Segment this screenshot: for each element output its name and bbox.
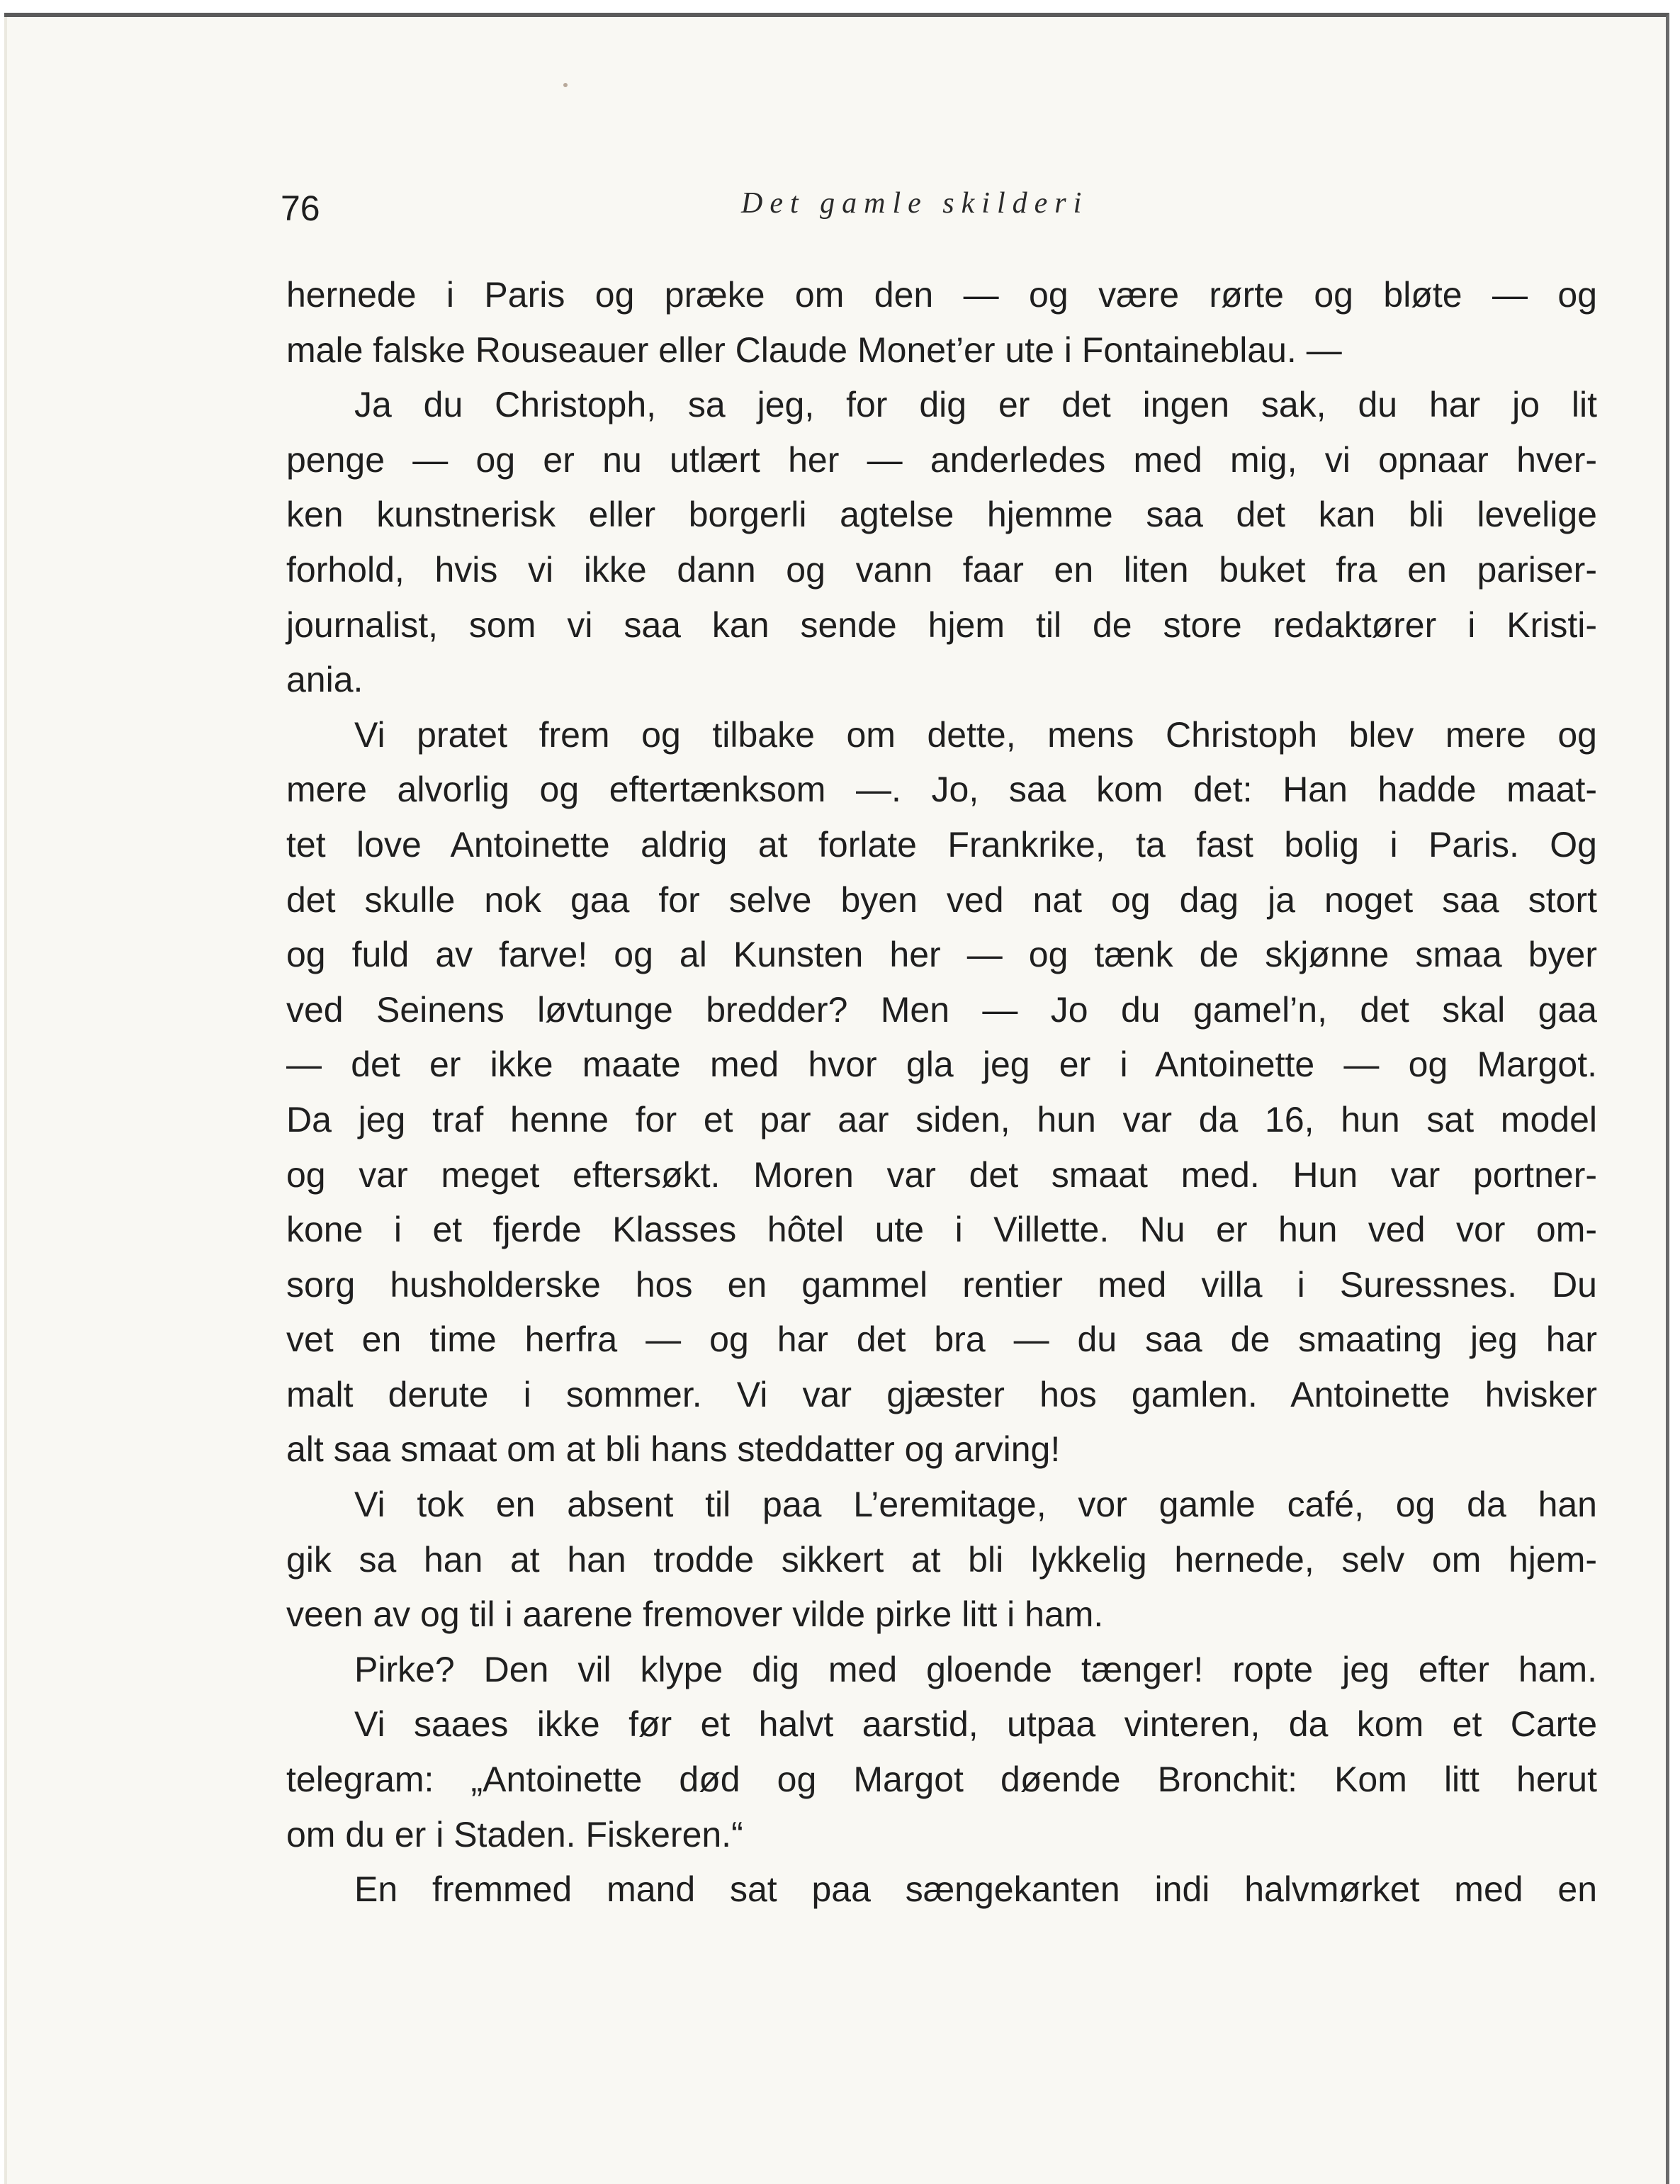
- text-line: forhold, hvis vi ikke dann og vann faar en liten buket fra en pariser-: [286, 549, 1597, 590]
- text-line: Vi saaes ikke før et halvt aarstid, utpaa vinteren, da kom et Carte: [354, 1704, 1597, 1745]
- page-header: [281, 181, 1599, 237]
- page-number: 76: [281, 188, 320, 228]
- text-line: journalist, som vi saa kan sende hjem til de store redaktører i Kristi-: [286, 604, 1597, 645]
- text-line: kone i et fjerde Klasses hôtel ute i Villette. Nu er hun ved vor om-: [286, 1210, 1597, 1250]
- text-line: En fremmed mand sat paa sængekanten indi halvmørket med en: [354, 1869, 1597, 1910]
- text-line: male falske Rouseauer eller Claude Monet’er ute i Fontaineblau. —: [286, 330, 1342, 370]
- text-line: Ja du Christoph, sa jeg, for dig er det ingen sak, du har jo lit: [354, 385, 1597, 425]
- text-line: og fuld av farve! og al Kunsten her — og tænk de skjønne smaa byer: [286, 935, 1597, 975]
- text-line: Da jeg traf henne for et par aar siden, hun var da 16, hun sat model: [286, 1099, 1597, 1139]
- text-line: vet en time herfra — og har det bra — du saa de smaating jeg har: [286, 1319, 1597, 1360]
- text-line: penge — og er nu utlært her — anderledes med mig, vi opnaar hver-: [286, 439, 1597, 480]
- text-line: tet love Antoinette aldrig at forlate Frankrike, ta fast bolig i Paris. Og: [286, 824, 1597, 865]
- running-title: Det gamle skilderi: [741, 187, 1089, 220]
- text-line: — det er ikke maate med hvor gla jeg er i Antoinette — og Margot.: [286, 1045, 1597, 1085]
- text-line: Vi tok en absent til paa L’eremitage, vor gamle café, og da han: [354, 1485, 1597, 1525]
- paper-speck: [563, 83, 568, 87]
- text-line: alt saa smaat om at bli hans steddatter og arving!: [286, 1429, 1061, 1470]
- page-edge: [4, 17, 7, 2184]
- text-line: mere alvorlig og eftertænksom —. Jo, saa kom det: Han hadde maat-: [286, 770, 1597, 810]
- text-line: ken kunstnerisk eller borgerli agtelse hjemme saa det kan bli levelige: [286, 495, 1597, 535]
- text-line: det skulle nok gaa for selve byen ved nat og dag ja noget saa stort: [286, 879, 1597, 920]
- text-line: veen av og til i aarene fremover vilde pirke litt i ham.: [286, 1594, 1104, 1635]
- text-line: ved Seinens løvtunge bredder? Men — Jo du gamel’n, det skal gaa: [286, 989, 1597, 1030]
- text-line: hernede i Paris og præke om den — og være rørte og bløte — og: [286, 275, 1597, 315]
- text-line: om du er i Staden. Fiskeren.“: [286, 1814, 743, 1854]
- text-line: Vi pratet frem og tilbake om dette, mens Christoph blev mere og: [354, 714, 1597, 755]
- text-line: og var meget eftersøkt. Moren var det smaat med. Hun var portner-: [286, 1154, 1597, 1195]
- text-line: ania.: [286, 660, 363, 700]
- body-text: [286, 268, 1597, 1918]
- text-line: gik sa han at han trodde sikkert at bli lykkelig hernede, selv om hjem-: [286, 1539, 1597, 1580]
- text-line: malt derute i sommer. Vi var gjæster hos gamlen. Antoinette hvisker: [286, 1374, 1597, 1414]
- text-line: Pirke? Den vil klype dig med gloende tænger! ropte jeg efter ham.: [354, 1649, 1597, 1689]
- text-line: sorg husholderske hos en gammel rentier med villa i Suressnes. Du: [286, 1264, 1597, 1305]
- text-line: telegram: „Antoinette død og Margot døende Bronchit: Kom litt herut: [286, 1760, 1597, 1800]
